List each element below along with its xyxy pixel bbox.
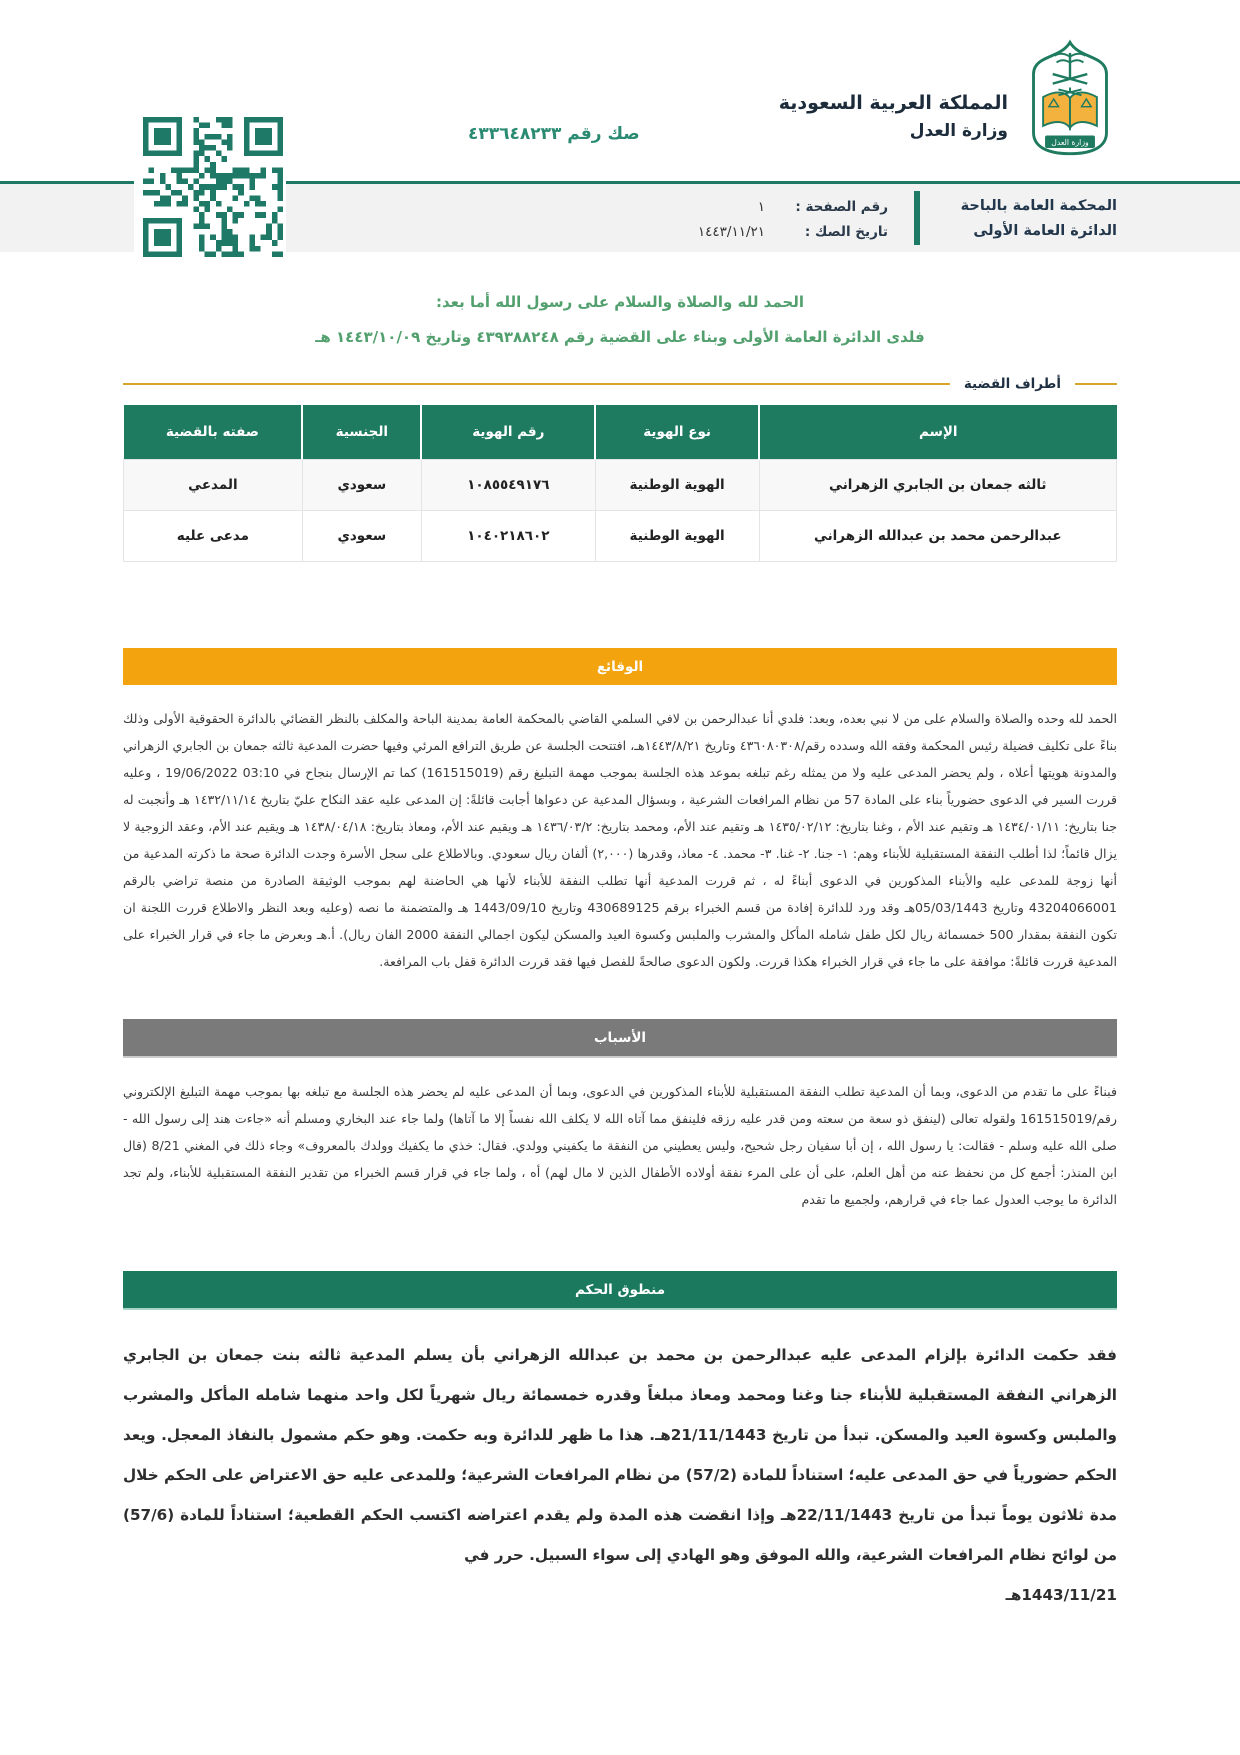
basmala-line: الحمد لله والصلاة والسلام على رسول الله أما بعد: [436,293,804,311]
deed-date-value: ١٤٤٣/١١/٢١ [697,224,765,240]
facts-section-header [123,648,1117,685]
deed-date-label: تاريخ الصك : [804,224,888,240]
party-id-number: ١٠٤٠٢١٨٦٠٢ [421,511,595,562]
parties-section-title: أطراف القضية [963,376,1061,392]
reasons-body: فبناءً على ما تقدم من الدعوى، وبما أن المدعية تطلب النفقة المستقبلية للأبناء المذكورين في الدعوى، وبما أن المدعى عليه لم يحضر هذه الجلسة مع تبلغه بها بموجب مهمة التبليغ الإلكتروني رقم/161515019 ولقوله تعالى (لينفق ذو سعة من سعته ومن قدر عليه رزقه فلينفق مما آتاه الله لا يكلف الله نفساً إلا ما آتاها) ولما جاء عند البخاري ومسلم أنه «جاءت هند إلى رسول الله - صلى الله عليه وسلم - فقالت: يا رسول الله ، إن أبا سفيان رجل شحيح، وليس يعطيني من النفقة ما يكفيني وولدي. فقال: خذي ما يكفيك وولدك بالمعروف» وجاء ذلك في المغني 8/21 (قال ابن المنذر: أجمع كل من نحفظ عنه من أهل العلم، على أن على المرء نفقة أولاده الأطفال الذين لا مال لهم) أه ، ولما جاء في قرار قسم الخبراء من تقدير النفقة المستقبلية للأبناء، ولم تجد الدائرة ما يوجب العدول عما جاء في قرارهم، ولجميع ما تقدم [123,1084,1117,1207]
ruling-date-line: 1443/11/21هـ [1005,1586,1117,1604]
facts-section-title: الوقائع [596,658,644,675]
party-nationality: سعودي [302,460,421,511]
page-number-row [588,195,888,220]
col-id-number: رقم الهوية [421,405,595,460]
reasons-section-header [123,1019,1117,1058]
parties-section-divider [123,376,1117,392]
parties-table [123,405,1117,562]
reasons-section-title: الأسباب [593,1029,647,1046]
parties-table-header [124,405,1117,460]
col-nationality: الجنسية [302,405,421,460]
party-id-number: ١٠٨٥٥٤٩١٧٦ [421,460,595,511]
table-row [124,511,1117,562]
party-id-type: الهوية الوطنية [595,511,759,562]
vertical-green-divider [914,191,920,245]
qr-code-icon [134,114,286,266]
document-header [0,0,1240,280]
ruling-body: فقد حكمت الدائرة بإلزام المدعى عليه عبدالرحمن بن محمد بن عبدالله الزهراني بأن يسلم المدعية ثالثه بنت جمعان بن الجابري الزهراني النفقة المستقبلية للأبناء جنا وغنا ومحمد ومعاذ مبلغاً وقدره خمسمائة ريال شهرياً لكل واحد منهما شامله المأكل والمشرب والملبس وكسوة العيد والمسكن. تبدأ من تاريخ 21/11/1443هـ. هذا ما ظهر للدائرة وبه حكمت. وهو حكم مشمول بالنفاذ المعجل. ويعد الحكم حضورياً في حق المدعى عليه؛ استناداً للمادة (57/2) من نظام المرافعات الشرعية؛ وللمدعى عليه حق الاعتراض على الحكم خلال مدة ثلاثون يوماً تبدأ من تاريخ 22/11/1443هـ وإذا انقضت هذه المدة ولم يقدم اعتراضه اكتسب الحكم القطعية؛ استناداً للمادة (57/6) من لوائح نظام المرافعات الشرعية، والله الموفق وهو الهادي إلى سواء السبيل. حرر في [123,1346,1118,1564]
ruling-section-title: منطوق الحكم [574,1281,666,1298]
deed-meta-block [588,195,888,245]
deed-number: صك رقم ٤٣٣٦٤٨٢٣٣ [468,124,640,144]
party-name: ثالثه جمعان بن الجابري الزهراني [759,460,1116,511]
ministry-name: وزارة العدل [909,121,1008,141]
ministry-of-justice-logo-icon [1022,38,1118,160]
ministry-brand-block [779,92,1008,141]
page-number-label: رقم الصفحة : [795,199,888,215]
court-name: المحكمة العامة بالباحة [960,198,1117,214]
party-name: عبدالرحمن محمد بن عبدالله الزهراني [759,511,1116,562]
court-names-block [907,194,1117,244]
gold-line [123,383,950,385]
page-number-value: ١ [757,199,765,215]
party-nationality: سعودي [302,511,421,562]
col-role: صفته بالقضية [124,405,303,460]
gold-dash [1075,383,1117,385]
party-role: مدعى عليه [124,511,303,562]
table-row [124,460,1117,511]
party-id-type: الهوية الوطنية [595,460,759,511]
facts-body: الحمد لله وحده والصلاة والسلام على من لا نبي بعده، وبعد: فلدي أنا عبدالرحمن بن لافي السلمي القاضي بالمحكمة العامة بمدينة الباحة والمكلف بالنظر القضائي بالدائرة الحقوقية الأولى وذلك بناءً على تكليف فضيلة رئيس المحكمة وفقه الله وسدده رقم/٤٣٦٠٨٠٣٠٨ وتاريخ ١٤٤٣/٨/٢١هـ، افتتحت الجلسة عن طريق الترافع المرئي وفيها حضرت المدعية ثالثه جمعان بن الجابري الزهراني والمدونة هويتها أعلاه ، ولم يحضر المدعى عليه ولا من يمثله رغم تبلغه بموعد هذه الجلسة بموجب مهمة التبليغ رقم (161515019) كما تم الإرسال بنجاح في 03:10 19/06/2022 ، وعليه قررت السير في الدعوى حضورياً بناء على المادة 57 من نظام المرافعات الشرعية ، وبسؤال المدعية عن دعواها أجابت قائلةً: إن المدعى عليه عقد النكاح عليّ بتاريخ ١٤٣٢/١١/١٤ هـ وأنجبت له جنا بتاريخ: ١٤٣٤/٠١/١١ هـ وتقيم عند الأم ، وغنا بتاريخ: ١٤٣٥/٠٢/١٢ هـ وتقيم عند الأم، ومحمد بتاريخ: ١٤٣٦/٠٣/٢ هـ ويقيم عند الأم، ومعاذ بتاريخ: ١٤٣٨/٠٤/١٨ هـ ويقيم عند الأم، وعقد الزوجية لا يزال قائماً؛ لذا أطلب النفقة المستقبلية للأبناء وهم: ١- جنا. ٢- غنا. ٣- محمد. ٤- معاذ، وقدرها (٢,٠٠٠) ألفان ريال سعودي. وبالاطلاع على سجل الأسرة وجدت الدائرة صحة ما ذكرته المدعية من أنها زوجة للمدعى عليه والأبناء المذكورين في الدعوى أبناءً له ، ثم قررت المدعية أنها تطلب النفقة للأبناء لأنها هي الحاضنة لهم بموجب الوثيقة الصادرة من منصة تراضي بالرقم 43204066001 وتاريخ 05/03/1443هـ وقد ورد للدائرة إفادة من قسم الخبراء برقم 430689125 وتاريخ 1443/09/10 هـ والمتضمنة ما نصه (وعليه وبعد النظر والاطلاع قررت اللجنة ان تكون النفقة بمقدار 500 خمسمائة ريال لكل طفل شامله المأكل والمشرب والملبس وكسوة العيد والمسكن ليكون اجمالي النفقة 2000 الفان ريال). أ.هـ وبعرض ما جاء في قرار الخبراء على المدعية قررت قائلةً: موافقة على ما جاء في قرار الخبراء هكذا قررت. ولكون الدعوى صالحةً للفصل فيها فقد قررت الدائرة قفل باب المرافعة. [123,711,1118,969]
ruling-section-header [123,1271,1117,1310]
col-name: الإسم [759,405,1116,460]
party-role: المدعي [124,460,303,511]
col-id-type: نوع الهوية [595,405,759,460]
case-reference-line: فلدى الدائرة العامة الأولى وبناء على القضية رقم ٤٣٩٣٨٨٢٤٨ وتاريخ ١٤٤٣/١٠/٠٩ هـ [315,328,925,346]
circuit-name: الدائرة العامة الأولى [973,223,1117,239]
kingdom-name: المملكة العربية السعودية [778,92,1008,114]
document-body [123,280,1117,1615]
logo-caption: وزارة العدل [1051,138,1089,148]
deed-date-row [588,220,888,245]
